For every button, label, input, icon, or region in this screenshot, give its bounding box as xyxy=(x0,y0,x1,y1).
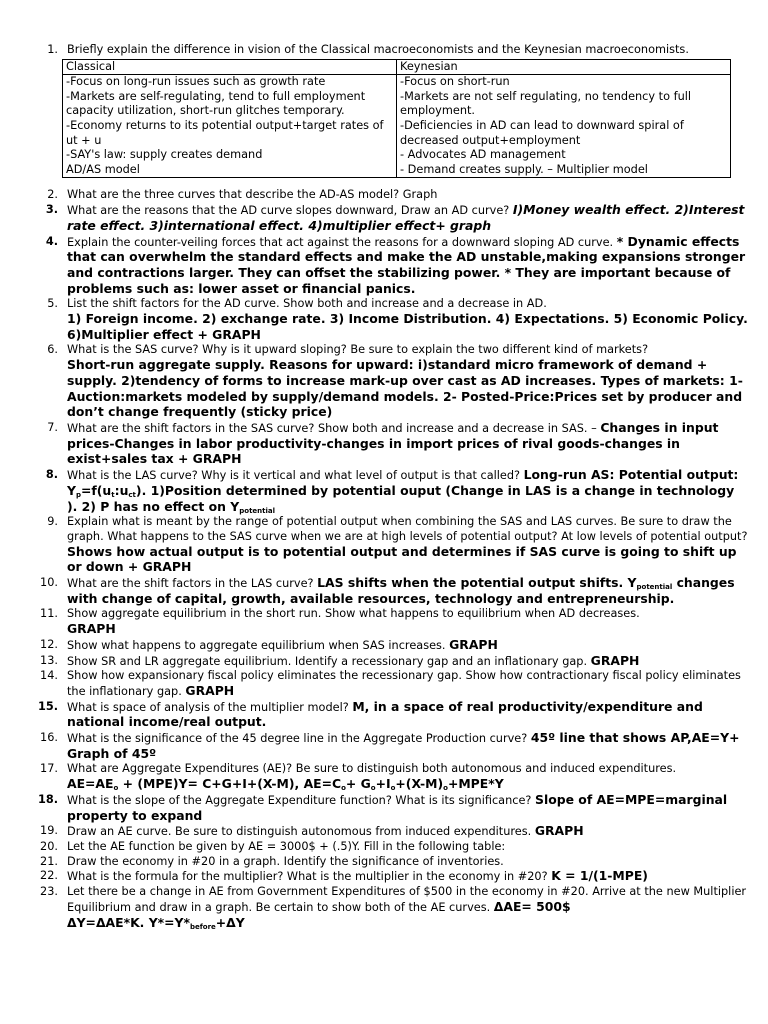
subscript: o xyxy=(341,784,346,793)
keynesian-point: - Demand creates supply. – Multiplier model xyxy=(400,162,648,176)
comparison-table xyxy=(62,59,731,179)
question-text: Show SR and LR aggregate equilibrium. Identify a recessionary gap and an inflationary gap. xyxy=(67,654,588,668)
subscript: ct xyxy=(128,490,136,499)
question-number: 16. xyxy=(40,731,58,745)
question-text: What are the shift factors in the LAS curve? xyxy=(67,577,314,591)
keynesian-point: -Markets are not self regulating, no tendency to full employment. xyxy=(400,89,692,118)
question-text: Draw an AE curve. Be sure to distinguish autonomous from induced expenditures. xyxy=(67,825,532,839)
question-number: 17. xyxy=(40,762,58,776)
answer-text: I)Money wealth effect. 2)Interest rate effect. 3)international effect. 4)multiplier effect+ graph xyxy=(67,202,745,233)
worksheet xyxy=(0,43,768,931)
question-text: Briefly explain the difference in vision of the Classical macroeconomists and the Keynesian macroeconomists. xyxy=(67,43,689,56)
question-15 xyxy=(0,700,768,731)
question-14 xyxy=(0,669,768,699)
question-text: Let the AE function be given by AE = 3000$ + (.5)Y. Fill in the following table: xyxy=(67,839,506,853)
subscript: potential xyxy=(239,506,276,515)
question-6 xyxy=(0,343,768,421)
question-number: 15. xyxy=(37,699,58,713)
question-2 xyxy=(0,188,768,203)
answer-text: GRAPH xyxy=(185,682,235,698)
answer-text: Short-run aggregate supply. Reasons for upward: i)standard micro framework of demand + supply. 2)tendency of forms to increase mark-up over cast as AD increases. Types of markets: 1-Auction:markets modeled by supply/demand models. 2- Posted-Price:Prices set by producer and don’t change frequently (sticky price) xyxy=(67,357,743,420)
question-22 xyxy=(0,869,768,885)
question-8 xyxy=(0,468,768,515)
question-23 xyxy=(0,885,768,931)
question-number: 5. xyxy=(47,297,58,311)
answer-text: 1) Foreign income. 2) exchange rate. 3) Income Distribution. 4) Expectations. 5) Economic Policy. 6)Multiplier effect + GRAPH xyxy=(67,311,748,342)
question-11 xyxy=(0,607,768,637)
answer-text: Changes in input prices-Changes in labor productivity-changes in import prices of rival goods-changes in exist+sales tax + GRAPH xyxy=(67,420,719,467)
answer-part: :u xyxy=(114,482,129,498)
answer-part: ΔY=ΔAE*K. Y*=Y* xyxy=(67,914,190,930)
subscript: p xyxy=(75,490,81,499)
answer-part: + G xyxy=(345,776,371,792)
answer-part: Long-run AS: Potential output: Y xyxy=(67,467,739,498)
question-10 xyxy=(0,576,768,607)
answer-part: + (MPE)Y= C+G+I+(X-M), AE=C xyxy=(118,776,342,792)
answer-text: K = 1/(1-MPE) xyxy=(551,868,648,884)
answer-text xyxy=(67,915,245,930)
question-text: What are the three curves that describe the AD-AS model? Graph xyxy=(67,188,438,202)
answer-text: 45º line that shows AP,AE=Y+ Graph of 45º xyxy=(67,730,740,761)
table-header-row xyxy=(63,59,731,75)
answer-text: * Dynamic effects that can overwhelm the standard effects and make the AD unstable,making expansions stronger and contractions larger. They can offset the stabilizing power. * They are important because of problems such as: lower asset or financial panics. xyxy=(67,233,746,296)
classical-point: -Markets are self-regulating, tend to full employment capacity utilization, short-run glitches temporary. xyxy=(66,89,366,118)
question-text: Explain what is meant by the range of potential output when combining the SAS and LAS curves. Be sure to draw the graph. What happens to the SAS curve when we are at high levels of potential output? At low levels of potential output? xyxy=(67,515,748,543)
table-header-keynesian: Keynesian xyxy=(397,59,731,75)
answer-part: ). 1)Position determined by potential ouput (Change in LAS is a change in technology ). 2) P has no effect on Y xyxy=(67,482,735,514)
classical-cell xyxy=(63,75,397,178)
question-number: 23. xyxy=(40,885,58,899)
question-number: 7. xyxy=(47,421,58,434)
question-number: 14. xyxy=(40,669,58,683)
subscript: o xyxy=(390,784,396,793)
question-number: 21. xyxy=(40,854,58,868)
question-number: 3. xyxy=(45,203,58,217)
question-3 xyxy=(0,203,768,234)
question-4 xyxy=(0,235,768,298)
subscript: t xyxy=(111,490,115,499)
question-number: 13. xyxy=(40,653,58,667)
question-text: What is the SAS curve? Why is it upward sloping? Be sure to explain the two different kind of markets? xyxy=(67,343,649,357)
answer-text: GRAPH xyxy=(534,823,584,839)
question-text: What is the formula for the multiplier? What is the multiplier in the economy in #20? xyxy=(67,870,548,884)
question-text: What is the significance of the 45 degree line in the Aggregate Production curve? xyxy=(67,732,528,746)
question-13 xyxy=(0,654,768,670)
question-number: 1. xyxy=(47,43,58,56)
question-text: What is the slope of the Aggregate Expenditure function? What is its significance? xyxy=(67,793,532,807)
subscript: before xyxy=(189,922,216,931)
question-19 xyxy=(0,824,768,840)
question-number: 10. xyxy=(40,576,58,590)
question-7 xyxy=(0,421,768,468)
classical-point: AD/AS model xyxy=(66,162,140,176)
keynesian-cell xyxy=(397,75,731,178)
question-number: 8. xyxy=(45,468,58,482)
question-text: What is space of analysis of the multiplier model? xyxy=(67,700,349,714)
question-12 xyxy=(0,638,768,654)
question-number: 20. xyxy=(40,839,58,853)
question-number: 12. xyxy=(40,637,58,651)
question-text: What are the shift factors in the SAS curve? Show both and increase and a decrease in SAS. – xyxy=(67,422,597,435)
question-18 xyxy=(0,793,768,824)
answer-part: +MPE*Y xyxy=(447,776,504,792)
answer-text: GRAPH xyxy=(590,652,640,668)
question-number: 18. xyxy=(37,792,58,806)
question-17 xyxy=(0,762,768,792)
question-number: 9. xyxy=(47,515,58,529)
answer-text: Shows how actual output is to potential output and determines if SAS curve is going to shift up or down + GRAPH xyxy=(67,543,737,575)
answer-part: +(X-M) xyxy=(395,776,444,792)
keynesian-point: - Advocates AD management xyxy=(400,148,566,162)
question-text: Show aggregate equilibrium in the short run. Show what happens to equilibrium when AD decreases. xyxy=(67,607,640,621)
question-text: Show what happens to aggregate equilibrium when SAS increases. xyxy=(67,638,446,652)
question-number: 22. xyxy=(40,869,58,883)
answer-text: GRAPH xyxy=(449,636,498,652)
question-1 xyxy=(0,43,768,58)
classical-point: -SAY's law: supply creates demand xyxy=(66,148,263,162)
answer-text: Slope of AE=MPE=marginal property to expand xyxy=(67,791,728,823)
question-16 xyxy=(0,731,768,762)
keynesian-point: -Deficiencies in AD can lead to downward spiral of decreased output+employment xyxy=(400,119,684,147)
answer-part: LAS shifts when the potential output shifts. Y xyxy=(317,575,637,591)
subscript: potential xyxy=(636,583,673,592)
subscript: o xyxy=(443,784,448,793)
question-text: Explain the counter-veiling forces that act against the reasons for a downward sloping AD curve. xyxy=(67,235,614,249)
classical-point: -Economy returns to its potential output+target rates of ut + u xyxy=(66,119,384,147)
answer-text: ΔAE= 500$ xyxy=(493,898,571,914)
question-number: 2. xyxy=(47,188,58,202)
answer-text xyxy=(67,776,504,791)
keynesian-point: -Focus on short-run xyxy=(400,75,510,89)
question-text: Draw the economy in #20 in a graph. Identify the significance of inventories. xyxy=(67,854,504,868)
question-text: List the shift factors for the AD curve. Show both and increase and a decrease in AD. xyxy=(67,297,547,311)
question-number: 4. xyxy=(45,234,58,248)
table-header-classical: Classical xyxy=(63,59,397,75)
classical-point: -Focus on long-run issues such as growth rate xyxy=(66,75,326,89)
question-9 xyxy=(0,515,768,576)
subscript: o xyxy=(113,784,119,793)
question-text: Show how expansionary fiscal policy eliminates the recessionary gap. Show how contractionary fiscal policy eliminates the inflationary gap. xyxy=(67,669,741,698)
answer-part: changes with change of capital, growth, available resources, technology and entrepreneurship. xyxy=(67,575,735,606)
question-number: 6. xyxy=(47,343,58,357)
question-number: 19. xyxy=(40,824,58,838)
answer-part: +ΔY xyxy=(215,914,245,930)
question-5 xyxy=(0,297,768,343)
answer-part: =f(u xyxy=(81,482,112,498)
question-text: What are the reasons that the AD curve slopes downward, Draw an AD curve? xyxy=(67,204,510,218)
question-text: What are Aggregate Expenditures (AE)? Be sure to distinguish both autonomous and induced expenditures. xyxy=(67,762,677,776)
answer-part: +I xyxy=(375,776,391,792)
question-21 xyxy=(0,855,768,870)
answer-text: M, in a space of real productivity/expenditure and national income/real output. xyxy=(67,698,703,730)
answer-part: AE=AE xyxy=(67,776,114,792)
table-row xyxy=(63,75,731,178)
subscript: o xyxy=(370,784,376,793)
question-text: What is the LAS curve? Why is it vertical and what level of output is that called? xyxy=(67,469,521,483)
question-text: Let there be a change in AE from Government Expenditures of $500 in the economy in #20. Arrive at the new Multiplier Equilibrium and draw in a graph. Be certain to show both of the AE curves. xyxy=(67,885,747,914)
question-number: 11. xyxy=(40,607,58,621)
answer-text: GRAPH xyxy=(67,621,116,637)
question-20 xyxy=(0,840,768,855)
